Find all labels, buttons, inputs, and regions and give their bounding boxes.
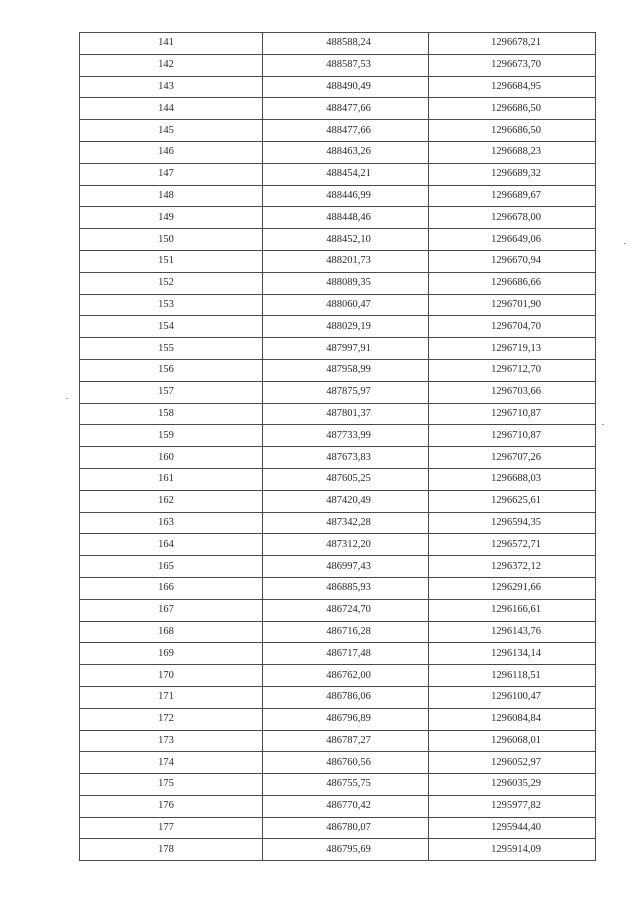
y-coordinate-cell: 1296134,14: [429, 643, 596, 665]
y-coordinate-cell: 1296689,32: [429, 163, 596, 185]
table-row: [80, 643, 596, 665]
table-row: [80, 250, 596, 272]
x-coordinate-cell: 486796,89: [263, 708, 429, 730]
x-coordinate-cell: 488587,53: [263, 54, 429, 76]
scan-speck: [602, 424, 604, 425]
y-coordinate-cell: 1296686,66: [429, 272, 596, 294]
table-row: [80, 621, 596, 643]
x-coordinate-cell: 486770,42: [263, 795, 429, 817]
x-coordinate-cell: 488454,21: [263, 163, 429, 185]
x-coordinate-cell: 487312,20: [263, 534, 429, 556]
table-row: [80, 817, 596, 839]
y-coordinate-cell: 1296688,23: [429, 141, 596, 163]
point-number-cell: 167: [80, 599, 263, 621]
x-coordinate-cell: 488490,49: [263, 76, 429, 98]
x-coordinate-cell: 486885,93: [263, 577, 429, 599]
table-row: [80, 185, 596, 207]
y-coordinate-cell: 1295977,82: [429, 795, 596, 817]
point-number-cell: 150: [80, 229, 263, 251]
point-number-cell: 168: [80, 621, 263, 643]
point-number-cell: 158: [80, 403, 263, 425]
y-coordinate-cell: 1296100,47: [429, 686, 596, 708]
y-coordinate-cell: 1296704,70: [429, 316, 596, 338]
y-coordinate-cell: 1296084,84: [429, 708, 596, 730]
table-row: [80, 795, 596, 817]
x-coordinate-cell: 486795,69: [263, 839, 429, 861]
table-row: [80, 534, 596, 556]
point-number-cell: 141: [80, 33, 263, 55]
y-coordinate-cell: 1296719,13: [429, 338, 596, 360]
y-coordinate-cell: 1296572,71: [429, 534, 596, 556]
point-number-cell: 159: [80, 425, 263, 447]
y-coordinate-cell: 1296143,76: [429, 621, 596, 643]
point-number-cell: 161: [80, 468, 263, 490]
point-number-cell: 174: [80, 752, 263, 774]
x-coordinate-cell: 486997,43: [263, 556, 429, 578]
table-row: [80, 229, 596, 251]
x-coordinate-cell: 486716,28: [263, 621, 429, 643]
x-coordinate-cell: 488477,66: [263, 120, 429, 142]
table-row: [80, 556, 596, 578]
x-coordinate-cell: 487801,37: [263, 403, 429, 425]
table-row: [80, 839, 596, 861]
y-coordinate-cell: 1295944,40: [429, 817, 596, 839]
point-number-cell: 171: [80, 686, 263, 708]
coordinate-table: [79, 32, 596, 861]
x-coordinate-cell: 486786,06: [263, 686, 429, 708]
point-number-cell: 173: [80, 730, 263, 752]
x-coordinate-cell: 487342,28: [263, 512, 429, 534]
y-coordinate-cell: 1296118,51: [429, 665, 596, 687]
table-row: [80, 316, 596, 338]
y-coordinate-cell: 1296684,95: [429, 76, 596, 98]
table-row: [80, 490, 596, 512]
point-number-cell: 146: [80, 141, 263, 163]
table-row: [80, 76, 596, 98]
table-row: [80, 425, 596, 447]
table-row: [80, 665, 596, 687]
table-row: [80, 447, 596, 469]
x-coordinate-cell: 486780,07: [263, 817, 429, 839]
point-number-cell: 156: [80, 359, 263, 381]
table-row: [80, 708, 596, 730]
y-coordinate-cell: 1296689,67: [429, 185, 596, 207]
point-number-cell: 145: [80, 120, 263, 142]
y-coordinate-cell: 1296678,21: [429, 33, 596, 55]
point-number-cell: 143: [80, 76, 263, 98]
point-number-cell: 172: [80, 708, 263, 730]
point-number-cell: 169: [80, 643, 263, 665]
y-coordinate-cell: 1296678,00: [429, 207, 596, 229]
coordinate-table-body: [80, 33, 596, 861]
x-coordinate-cell: 488452,10: [263, 229, 429, 251]
point-number-cell: 163: [80, 512, 263, 534]
x-coordinate-cell: 487733,99: [263, 425, 429, 447]
x-coordinate-cell: 486787,27: [263, 730, 429, 752]
point-number-cell: 176: [80, 795, 263, 817]
point-number-cell: 164: [80, 534, 263, 556]
table-row: [80, 512, 596, 534]
y-coordinate-cell: 1296710,87: [429, 425, 596, 447]
point-number-cell: 175: [80, 774, 263, 796]
y-coordinate-cell: 1296649,06: [429, 229, 596, 251]
table-row: [80, 163, 596, 185]
y-coordinate-cell: 1296686,50: [429, 98, 596, 120]
x-coordinate-cell: 488446,99: [263, 185, 429, 207]
x-coordinate-cell: 486717,48: [263, 643, 429, 665]
y-coordinate-cell: 1296673,70: [429, 54, 596, 76]
x-coordinate-cell: 487958,99: [263, 359, 429, 381]
y-coordinate-cell: 1296712,70: [429, 359, 596, 381]
table-row: [80, 381, 596, 403]
table-row: [80, 599, 596, 621]
table-row: [80, 294, 596, 316]
y-coordinate-cell: 1296710,87: [429, 403, 596, 425]
table-row: [80, 54, 596, 76]
table-row: [80, 577, 596, 599]
table-row: [80, 338, 596, 360]
point-number-cell: 162: [80, 490, 263, 512]
table-row: [80, 752, 596, 774]
x-coordinate-cell: 487673,83: [263, 447, 429, 469]
x-coordinate-cell: 486755,75: [263, 774, 429, 796]
x-coordinate-cell: 488588,24: [263, 33, 429, 55]
x-coordinate-cell: 488029,19: [263, 316, 429, 338]
point-number-cell: 149: [80, 207, 263, 229]
point-number-cell: 170: [80, 665, 263, 687]
table-row: [80, 359, 596, 381]
point-number-cell: 165: [80, 556, 263, 578]
x-coordinate-cell: 488089,35: [263, 272, 429, 294]
y-coordinate-cell: 1296166,61: [429, 599, 596, 621]
point-number-cell: 148: [80, 185, 263, 207]
x-coordinate-cell: 488448,46: [263, 207, 429, 229]
y-coordinate-cell: 1296670,94: [429, 250, 596, 272]
point-number-cell: 166: [80, 577, 263, 599]
x-coordinate-cell: 488463,26: [263, 141, 429, 163]
x-coordinate-cell: 488477,66: [263, 98, 429, 120]
table-row: [80, 98, 596, 120]
point-number-cell: 160: [80, 447, 263, 469]
table-row: [80, 141, 596, 163]
point-number-cell: 177: [80, 817, 263, 839]
table-row: [80, 468, 596, 490]
point-number-cell: 155: [80, 338, 263, 360]
scan-speck: [624, 243, 626, 244]
point-number-cell: 153: [80, 294, 263, 316]
x-coordinate-cell: 488060,47: [263, 294, 429, 316]
x-coordinate-cell: 486724,70: [263, 599, 429, 621]
y-coordinate-cell: 1296035,29: [429, 774, 596, 796]
scan-speck: [66, 398, 68, 399]
point-number-cell: 144: [80, 98, 263, 120]
x-coordinate-cell: 487875,97: [263, 381, 429, 403]
y-coordinate-cell: 1295914,09: [429, 839, 596, 861]
point-number-cell: 154: [80, 316, 263, 338]
y-coordinate-cell: 1296686,50: [429, 120, 596, 142]
table-row: [80, 207, 596, 229]
y-coordinate-cell: 1296372,12: [429, 556, 596, 578]
x-coordinate-cell: 487420,49: [263, 490, 429, 512]
point-number-cell: 147: [80, 163, 263, 185]
table-row: [80, 774, 596, 796]
y-coordinate-cell: 1296291,66: [429, 577, 596, 599]
y-coordinate-cell: 1296625,61: [429, 490, 596, 512]
x-coordinate-cell: 487605,25: [263, 468, 429, 490]
table-row: [80, 686, 596, 708]
table-row: [80, 403, 596, 425]
table-row: [80, 272, 596, 294]
point-number-cell: 178: [80, 839, 263, 861]
x-coordinate-cell: 487997,91: [263, 338, 429, 360]
y-coordinate-cell: 1296052,97: [429, 752, 596, 774]
y-coordinate-cell: 1296707,26: [429, 447, 596, 469]
x-coordinate-cell: 486760,56: [263, 752, 429, 774]
y-coordinate-cell: 1296701,90: [429, 294, 596, 316]
y-coordinate-cell: 1296068,01: [429, 730, 596, 752]
y-coordinate-cell: 1296688,03: [429, 468, 596, 490]
point-number-cell: 151: [80, 250, 263, 272]
y-coordinate-cell: 1296703,66: [429, 381, 596, 403]
point-number-cell: 157: [80, 381, 263, 403]
point-number-cell: 152: [80, 272, 263, 294]
x-coordinate-cell: 488201,73: [263, 250, 429, 272]
table-row: [80, 120, 596, 142]
table-row: [80, 730, 596, 752]
y-coordinate-cell: 1296594,35: [429, 512, 596, 534]
x-coordinate-cell: 486762,00: [263, 665, 429, 687]
table-row: [80, 33, 596, 55]
point-number-cell: 142: [80, 54, 263, 76]
